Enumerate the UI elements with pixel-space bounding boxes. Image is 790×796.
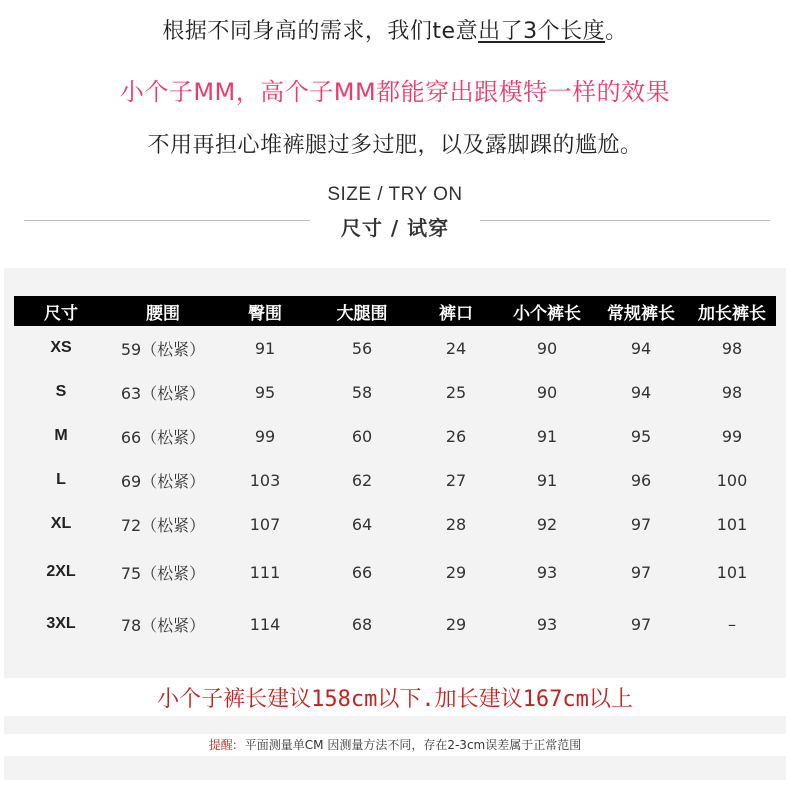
cell-hip: 91 bbox=[254, 338, 276, 358]
cell-thigh: 56 bbox=[351, 338, 373, 358]
table-row bbox=[14, 458, 776, 502]
intro-line-3: 不用再担心堆裤腿过多过肥，以及露脚踝的尴尬。 bbox=[147, 133, 643, 158]
cell-thigh: 66 bbox=[351, 562, 373, 582]
cell-regular-length: 97 bbox=[630, 562, 652, 582]
cell-hip: 111 bbox=[249, 562, 281, 582]
note-text: 平面测量单CM 因测量方法不同，存在2-3cm误差属于正常范围 bbox=[244, 738, 582, 752]
cell-thigh: 64 bbox=[351, 514, 373, 534]
cell-size: M bbox=[54, 427, 68, 444]
size-table bbox=[14, 296, 776, 650]
cell-hem: 29 bbox=[445, 562, 467, 582]
cell-long-length: 98 bbox=[721, 338, 743, 358]
header-waist: 腰围 bbox=[108, 296, 218, 326]
cell-size: XL bbox=[50, 515, 72, 532]
cell-hip: 103 bbox=[249, 470, 281, 490]
cell-size: 3XL bbox=[46, 615, 76, 632]
cell-long-length: 101 bbox=[716, 514, 748, 534]
cell-hip: 99 bbox=[254, 426, 276, 446]
cell-waist: 69（松紧） bbox=[120, 471, 206, 491]
header-long-length: 加长裤长 bbox=[688, 296, 776, 326]
header-thigh: 大腿围 bbox=[312, 296, 412, 326]
cell-size: L bbox=[56, 471, 66, 488]
cell-petite-length: 91 bbox=[536, 426, 558, 446]
cell-waist: 59（松紧） bbox=[120, 339, 206, 359]
cell-petite-length: 93 bbox=[536, 562, 558, 582]
grey-strip bbox=[4, 756, 786, 780]
length-recommendation: 小个子裤长建议158cm以下.加长建议167cm以上 bbox=[157, 687, 633, 712]
cell-hem: 29 bbox=[445, 614, 467, 634]
cell-long-length: 99 bbox=[721, 426, 743, 446]
table-header-row bbox=[14, 296, 776, 326]
intro-line-1-text: 根据不同身高的需求，我们te意 bbox=[162, 19, 479, 44]
cell-thigh: 62 bbox=[351, 470, 373, 490]
cell-hem: 25 bbox=[445, 382, 467, 402]
cell-waist: 66（松紧） bbox=[120, 427, 206, 447]
table-row bbox=[14, 546, 776, 598]
cell-petite-length: 92 bbox=[536, 514, 558, 534]
cell-size: S bbox=[55, 383, 67, 400]
cell-waist: 78（松紧） bbox=[120, 615, 206, 635]
cell-long-length: – bbox=[728, 614, 736, 634]
cell-waist: 72（松紧） bbox=[120, 515, 206, 535]
cell-petite-length: 90 bbox=[536, 382, 558, 402]
intro-line-1-underlined: 出了3个长度 bbox=[478, 19, 606, 44]
intro-line-1 bbox=[0, 14, 790, 45]
cell-hip: 95 bbox=[254, 382, 276, 402]
cell-regular-length: 96 bbox=[630, 470, 652, 490]
cell-hem: 28 bbox=[445, 514, 467, 534]
cell-regular-length: 94 bbox=[630, 382, 652, 402]
cell-petite-length: 90 bbox=[536, 338, 558, 358]
header-size: 尺寸 bbox=[14, 296, 108, 326]
cell-thigh: 68 bbox=[351, 614, 373, 634]
table-row bbox=[14, 414, 776, 458]
cell-long-length: 100 bbox=[716, 470, 748, 490]
cell-hem: 27 bbox=[445, 470, 467, 490]
table-row bbox=[14, 326, 776, 370]
cell-regular-length: 94 bbox=[630, 338, 652, 358]
header-hem: 裤口 bbox=[412, 296, 500, 326]
grey-strip bbox=[4, 716, 786, 734]
cell-hem: 26 bbox=[445, 426, 467, 446]
cell-size: 2XL bbox=[46, 563, 76, 580]
table-row bbox=[14, 370, 776, 414]
cell-petite-length: 93 bbox=[536, 614, 558, 634]
header-hip: 臀围 bbox=[218, 296, 312, 326]
cell-thigh: 58 bbox=[351, 382, 373, 402]
cell-waist: 75（松紧） bbox=[120, 563, 206, 583]
section-title-en: SIZE / TRY ON bbox=[327, 184, 463, 205]
cell-hem: 24 bbox=[445, 338, 467, 358]
cell-hip: 114 bbox=[249, 614, 281, 634]
cell-petite-length: 91 bbox=[536, 470, 558, 490]
measurement-note bbox=[0, 736, 790, 753]
cell-long-length: 101 bbox=[716, 562, 748, 582]
cell-size: XS bbox=[50, 339, 72, 356]
header-regular-length: 常规裤长 bbox=[594, 296, 688, 326]
cell-waist: 63（松紧） bbox=[120, 383, 206, 403]
note-label: 提醒: bbox=[208, 738, 237, 752]
table-row bbox=[14, 598, 776, 650]
cell-hip: 107 bbox=[249, 514, 281, 534]
cell-regular-length: 95 bbox=[630, 426, 652, 446]
cell-regular-length: 97 bbox=[630, 514, 652, 534]
cell-long-length: 98 bbox=[721, 382, 743, 402]
intro-line-2: 小个子MM，高个子MM都能穿出跟模特一样的效果 bbox=[119, 78, 671, 106]
intro-line-1-end: 。 bbox=[605, 19, 628, 44]
header-petite-length: 小个裤长 bbox=[500, 296, 594, 326]
table-row bbox=[14, 502, 776, 546]
section-title-cn: 尺寸 / 试穿 bbox=[340, 216, 450, 240]
cell-thigh: 60 bbox=[351, 426, 373, 446]
cell-regular-length: 97 bbox=[630, 614, 652, 634]
